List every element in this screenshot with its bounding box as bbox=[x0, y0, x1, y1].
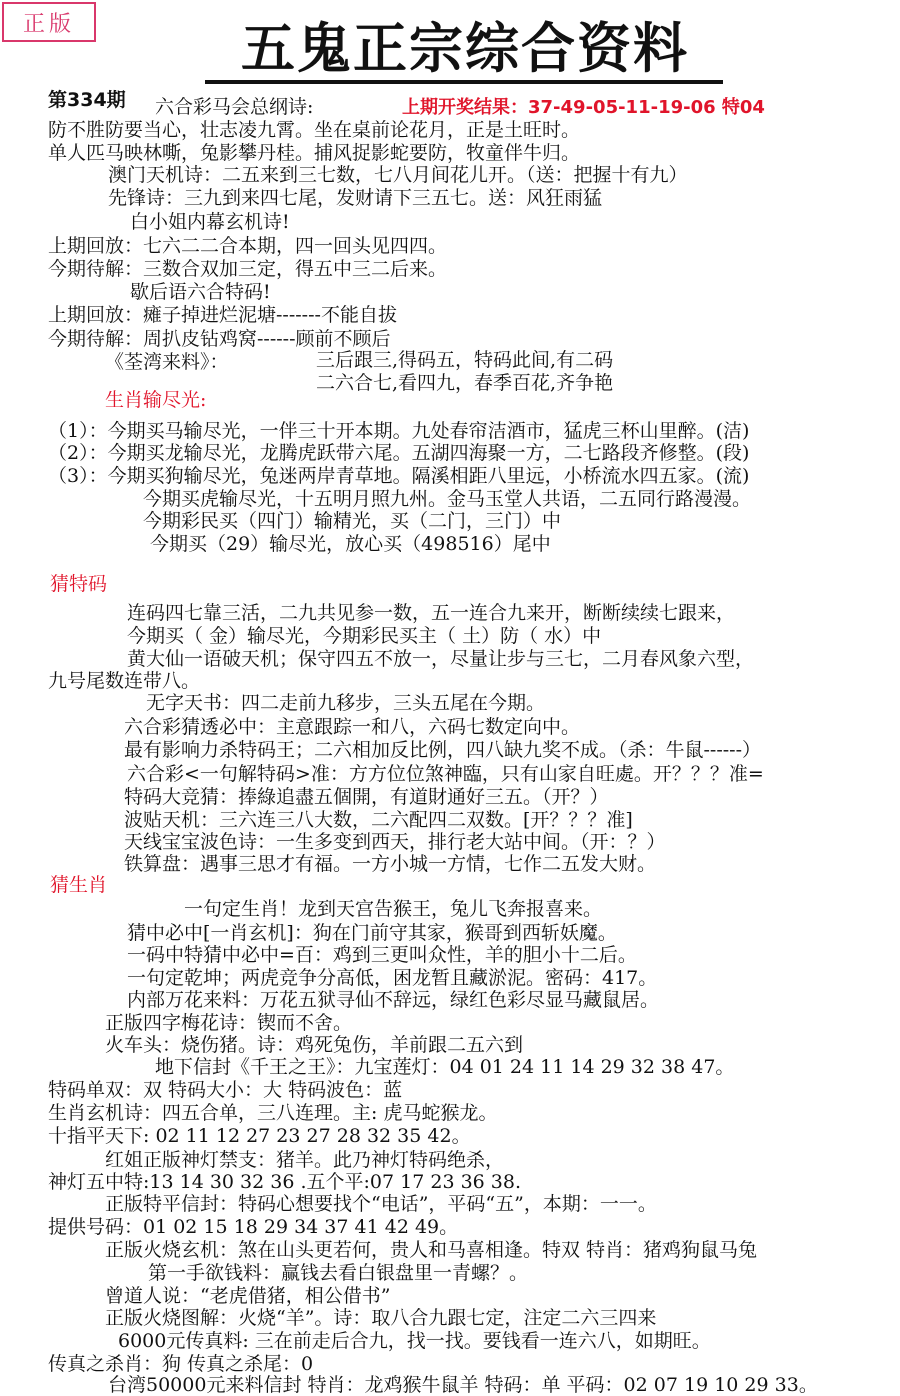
text-line: 白小姐内幕玄机诗! bbox=[130, 211, 290, 233]
text-line: 六合彩马会总纲诗: bbox=[155, 96, 314, 118]
text-line: 一句定乾坤；两虎竞争分高低，困龙暂且藏淤泥。密码：417。 bbox=[127, 967, 658, 989]
text-line: 猜中必中[一肖玄机]：狗在门前守其家，猴哥到西斩妖魔。 bbox=[127, 922, 617, 944]
text-line: 台湾50000元来料信封 特肖：龙鸡猴牛鼠羊 特码：单 平码：02 07 19 10 29 33。 bbox=[108, 1374, 818, 1396]
text-line: 正版火烧玄机：煞在山头更若何，贵人和马喜相逢。特双 特肖：猪鸡狗鼠马兔 bbox=[105, 1239, 758, 1261]
text-line: 今期待解：周扒皮钻鸡窝------顾前不顾后 bbox=[48, 328, 391, 350]
text-line: （3）：今期买狗输尽光，兔迷两岸青草地。隔溪相距八里远，小桥流水四五家。(流) bbox=[48, 465, 750, 487]
text-line: 六合彩猜透必中：主意跟踪一和八，六码七数定向中。 bbox=[124, 716, 581, 738]
text-line: 防不胜防要当心，壮志凌九霄。坐在桌前论花月，正是土旺时。 bbox=[48, 119, 581, 141]
text-line: 无字天书：四二走前九移步，三头五尾在今期。 bbox=[146, 692, 546, 714]
text-line: 6000元传真料: 三在前走后合九，找一找。要钱看一连六八，如期旺。 bbox=[118, 1330, 711, 1352]
text-line: 十指平天下: 02 11 12 27 23 27 28 32 35 42。 bbox=[48, 1125, 471, 1147]
text-line: 正版特平信封：特码心想要找个“电话”，平码“五”，本期：一一。 bbox=[105, 1193, 657, 1215]
text-line: 上期回放：七六二二合本期，四一回头见四四。 bbox=[48, 235, 448, 257]
text-line: 火车头：烧伤猪。诗：鸡死兔伤，羊前跟二五六到 bbox=[105, 1034, 524, 1056]
text-line: 黄大仙一语破天机；保守四五不放一，尽量让步与三七，二月春风象六型， bbox=[127, 648, 755, 670]
text-line: 神灯五中特:13 14 30 32 36 .五个平:07 17 23 36 38. bbox=[48, 1171, 522, 1193]
text-line: 特码单双：双 特码大小：大 特码波色：蓝 bbox=[48, 1079, 403, 1101]
title-underline bbox=[205, 80, 723, 84]
text-line: 九号尾数连带八。 bbox=[48, 670, 201, 692]
text-line: 提供号码：01 02 15 18 29 34 37 41 42 49。 bbox=[48, 1216, 459, 1238]
text-line: 红姐正版神灯禁支：猪羊。此乃神灯特码绝杀， bbox=[105, 1149, 505, 1171]
text-line: 上期回放：瘫子掉进烂泥塘-------不能自拔 bbox=[48, 304, 397, 326]
text-line: 单人匹马映林嘶，兔影攀丹桂。捕风捉影蛇要防，牧童伴牛归。 bbox=[48, 142, 581, 164]
text-line: 三后跟三,得码五，特码此间,有二码 bbox=[316, 349, 614, 371]
text-line: 内部万花来料：万花五狱寻仙不辞远，绿红色彩尽显马藏鼠居。 bbox=[127, 989, 660, 1011]
text-line: 波贴天机：三六连三八大数，二六配四二双数。[开？？？准] bbox=[124, 809, 633, 831]
text-line: 今期买虎输尽光，十五明月照九州。金马玉堂人共语，二五同行路漫漫。 bbox=[143, 488, 752, 510]
text-line: 第一手欲钱料：赢钱去看白银盘里一青螺？。 bbox=[148, 1262, 529, 1284]
text-line: 先锋诗：三九到来四七尾，发财请下三五七。送：风狂雨猛 bbox=[108, 187, 603, 209]
text-line: （2）：今期买龙输尽光，龙腾虎跃带六尾。五湖四海聚一方，二七路段齐修整。(段) bbox=[48, 442, 750, 464]
text-line: 正版四字梅花诗：锲而不舍。 bbox=[105, 1012, 353, 1034]
text-line: 正版火烧图解：火烧“羊”。诗：取八合九跟七定，注定二六三四来 bbox=[105, 1307, 657, 1329]
section-heading: 猜生肖 bbox=[50, 874, 108, 896]
page-title: 五鬼正宗综合资料 bbox=[241, 16, 689, 80]
text-line: 生肖玄机诗：四五合单，三八连理。主: 虎马蛇猴龙。 bbox=[48, 1102, 498, 1124]
text-line: 曾道人说：“老虎借猪，相公借书” bbox=[105, 1285, 391, 1307]
text-line: 天线宝宝波色诗：一生多变到西天，排行老大站中间。（开：？） bbox=[124, 831, 666, 853]
text-line: 二六合七,看四九，春季百花,齐争艳 bbox=[316, 372, 614, 394]
text-line: 澳门天机诗：二五来到三七数，七八月间花儿开。（送：把握十有九） bbox=[108, 164, 688, 186]
text-line: 传真之杀肖：狗 传真之杀尾：0 bbox=[48, 1353, 314, 1375]
section-heading: 生肖输尽光: bbox=[105, 389, 207, 411]
text-line: 铁算盘：遇事三思才有福。一方小城一方情，七作二五发大财。 bbox=[124, 853, 657, 875]
text-line: 六合彩<一句解特码>准：方方位位煞神臨，只有山家自旺處。开？？？准= bbox=[127, 763, 764, 785]
text-line: 最有影响力杀特码王；二六相加反比例，四八缺九奖不成。（杀：牛鼠------） bbox=[124, 739, 762, 761]
text-line: 特码大竞猜：捧綠追盡五個開，有道財通好三五。（开？） bbox=[124, 786, 609, 808]
text-line: 地下信封《千王之王》：九宝莲灯：04 01 24 11 14 29 32 38 47。 bbox=[155, 1056, 735, 1078]
text-line: 歇后语六合特码! bbox=[130, 281, 271, 303]
text-line: 一句定生肖！龙到天宫告猴王，兔儿飞奔报喜来。 bbox=[184, 898, 603, 920]
text-line: 今期买（ 金）输尽光，今期彩民买主（ 土）防（ 水）中 bbox=[127, 625, 602, 647]
last-draw-result: 上期开奖结果：37-49-05-11-19-06 特04 bbox=[402, 97, 765, 118]
text-line: 今期彩民买（四门）输精光，买（二门，三门）中 bbox=[143, 510, 562, 532]
text-line: 今期买（29）输尽光，放心买（498516）尾中 bbox=[150, 533, 551, 555]
text-line: 今期待解：三数合双加三定，得五中三二后来。 bbox=[48, 258, 448, 280]
issue-number: 第334期 bbox=[48, 89, 126, 111]
text-line: 一码中特猜中必中=百：鸡到三更叫众性，羊的胆小十二后。 bbox=[127, 944, 637, 966]
genuine-badge: 正版 bbox=[2, 2, 96, 42]
text-line: 连码四七靠三活，二九共见参一数，五一连合九来开，断断续续七跟来， bbox=[127, 602, 736, 624]
text-line: 《荃湾来料》： bbox=[105, 351, 229, 373]
text-line: （1）：今期买马输尽光，一伴三十开本期。九处春帘洁酒市，猛虎三杯山里醉。(洁) bbox=[48, 420, 750, 442]
section-heading: 猜特码 bbox=[50, 573, 108, 595]
